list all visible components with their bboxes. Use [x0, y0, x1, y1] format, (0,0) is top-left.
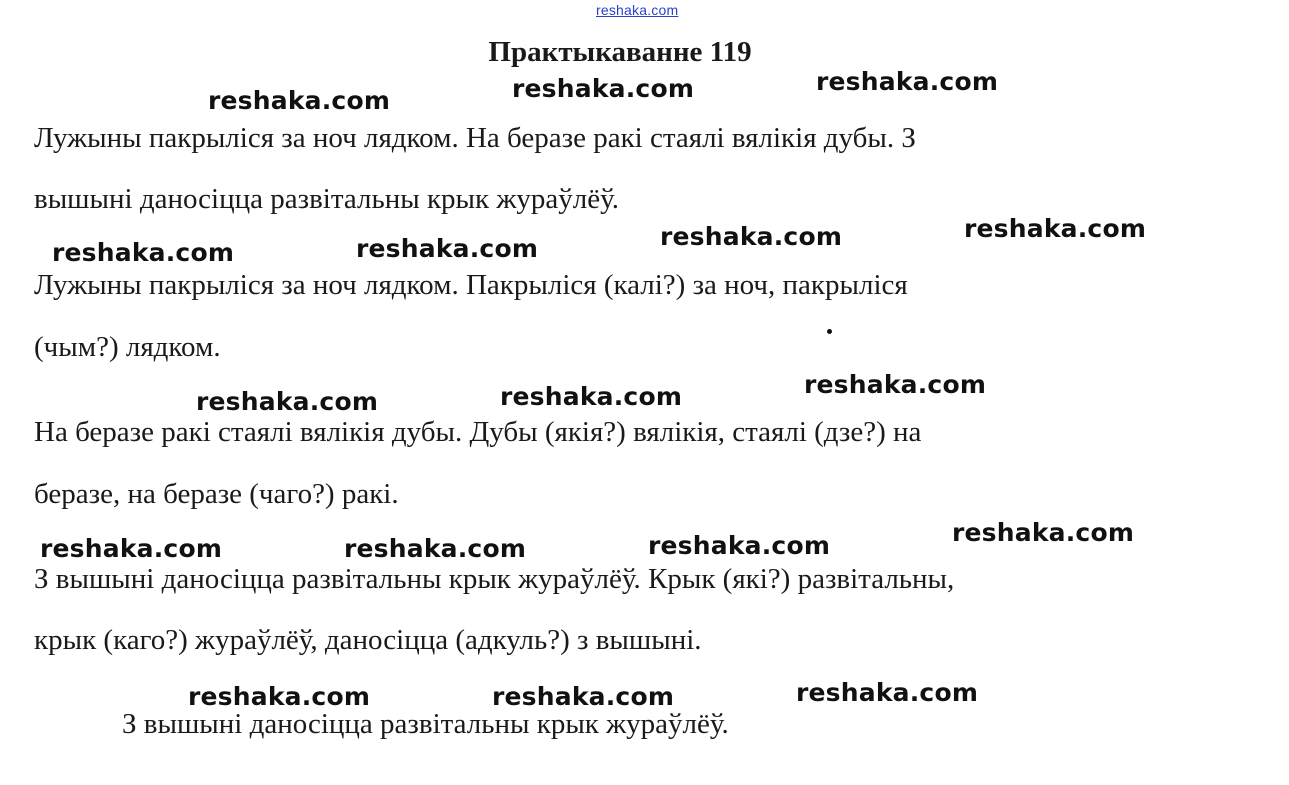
watermark: reshaka.com: [648, 531, 831, 560]
watermark: reshaka.com: [796, 678, 979, 707]
watermark: reshaka.com: [964, 214, 1147, 243]
text-line: З вышыні даносіцца развітальны крык жураўлёў.: [122, 708, 729, 740]
watermark: reshaka.com: [816, 67, 999, 96]
watermark: reshaka.com: [208, 86, 391, 115]
text-line: Лужыны пакрыліся за ноч лядком. Пакрыліся (калі?) за ноч, пакрыліся: [34, 269, 908, 301]
text-line: вышыні даносіцца развітальны крык жураўлёў.: [34, 183, 619, 215]
text-line: беразе, на беразе (чаго?) ракі.: [34, 478, 399, 510]
watermark: reshaka.com: [492, 682, 675, 711]
watermark: reshaka.com: [344, 534, 527, 563]
page-title: Практыкаванне 119: [488, 36, 752, 68]
watermark: reshaka.com: [804, 370, 987, 399]
stray-dot: [827, 329, 832, 334]
text-line: крык (каго?) жураўлёў, даносіцца (адкуль?) з вышыні.: [34, 624, 702, 656]
watermark: reshaka.com: [952, 518, 1135, 547]
watermark: reshaka.com: [52, 238, 235, 267]
watermark: reshaka.com: [660, 222, 843, 251]
site-link[interactable]: reshaka.com: [596, 2, 679, 18]
text-line: На беразе ракі стаялі вялікія дубы. Дубы (якія?) вялікія, стаялі (дзе?) на: [34, 416, 922, 448]
watermark: reshaka.com: [500, 382, 683, 411]
watermark: reshaka.com: [196, 387, 379, 416]
text-line: З вышыні даносіцца развітальны крык жураўлёў. Крык (які?) развітальны,: [34, 563, 955, 595]
watermark: reshaka.com: [40, 534, 223, 563]
watermark: reshaka.com: [512, 74, 695, 103]
text-line: Лужыны пакрыліся за ноч лядком. На беразе ракі стаялі вялікія дубы. З: [34, 122, 916, 154]
watermark: reshaka.com: [188, 682, 371, 711]
text-line: (чым?) лядком.: [34, 331, 221, 363]
watermark: reshaka.com: [356, 234, 539, 263]
